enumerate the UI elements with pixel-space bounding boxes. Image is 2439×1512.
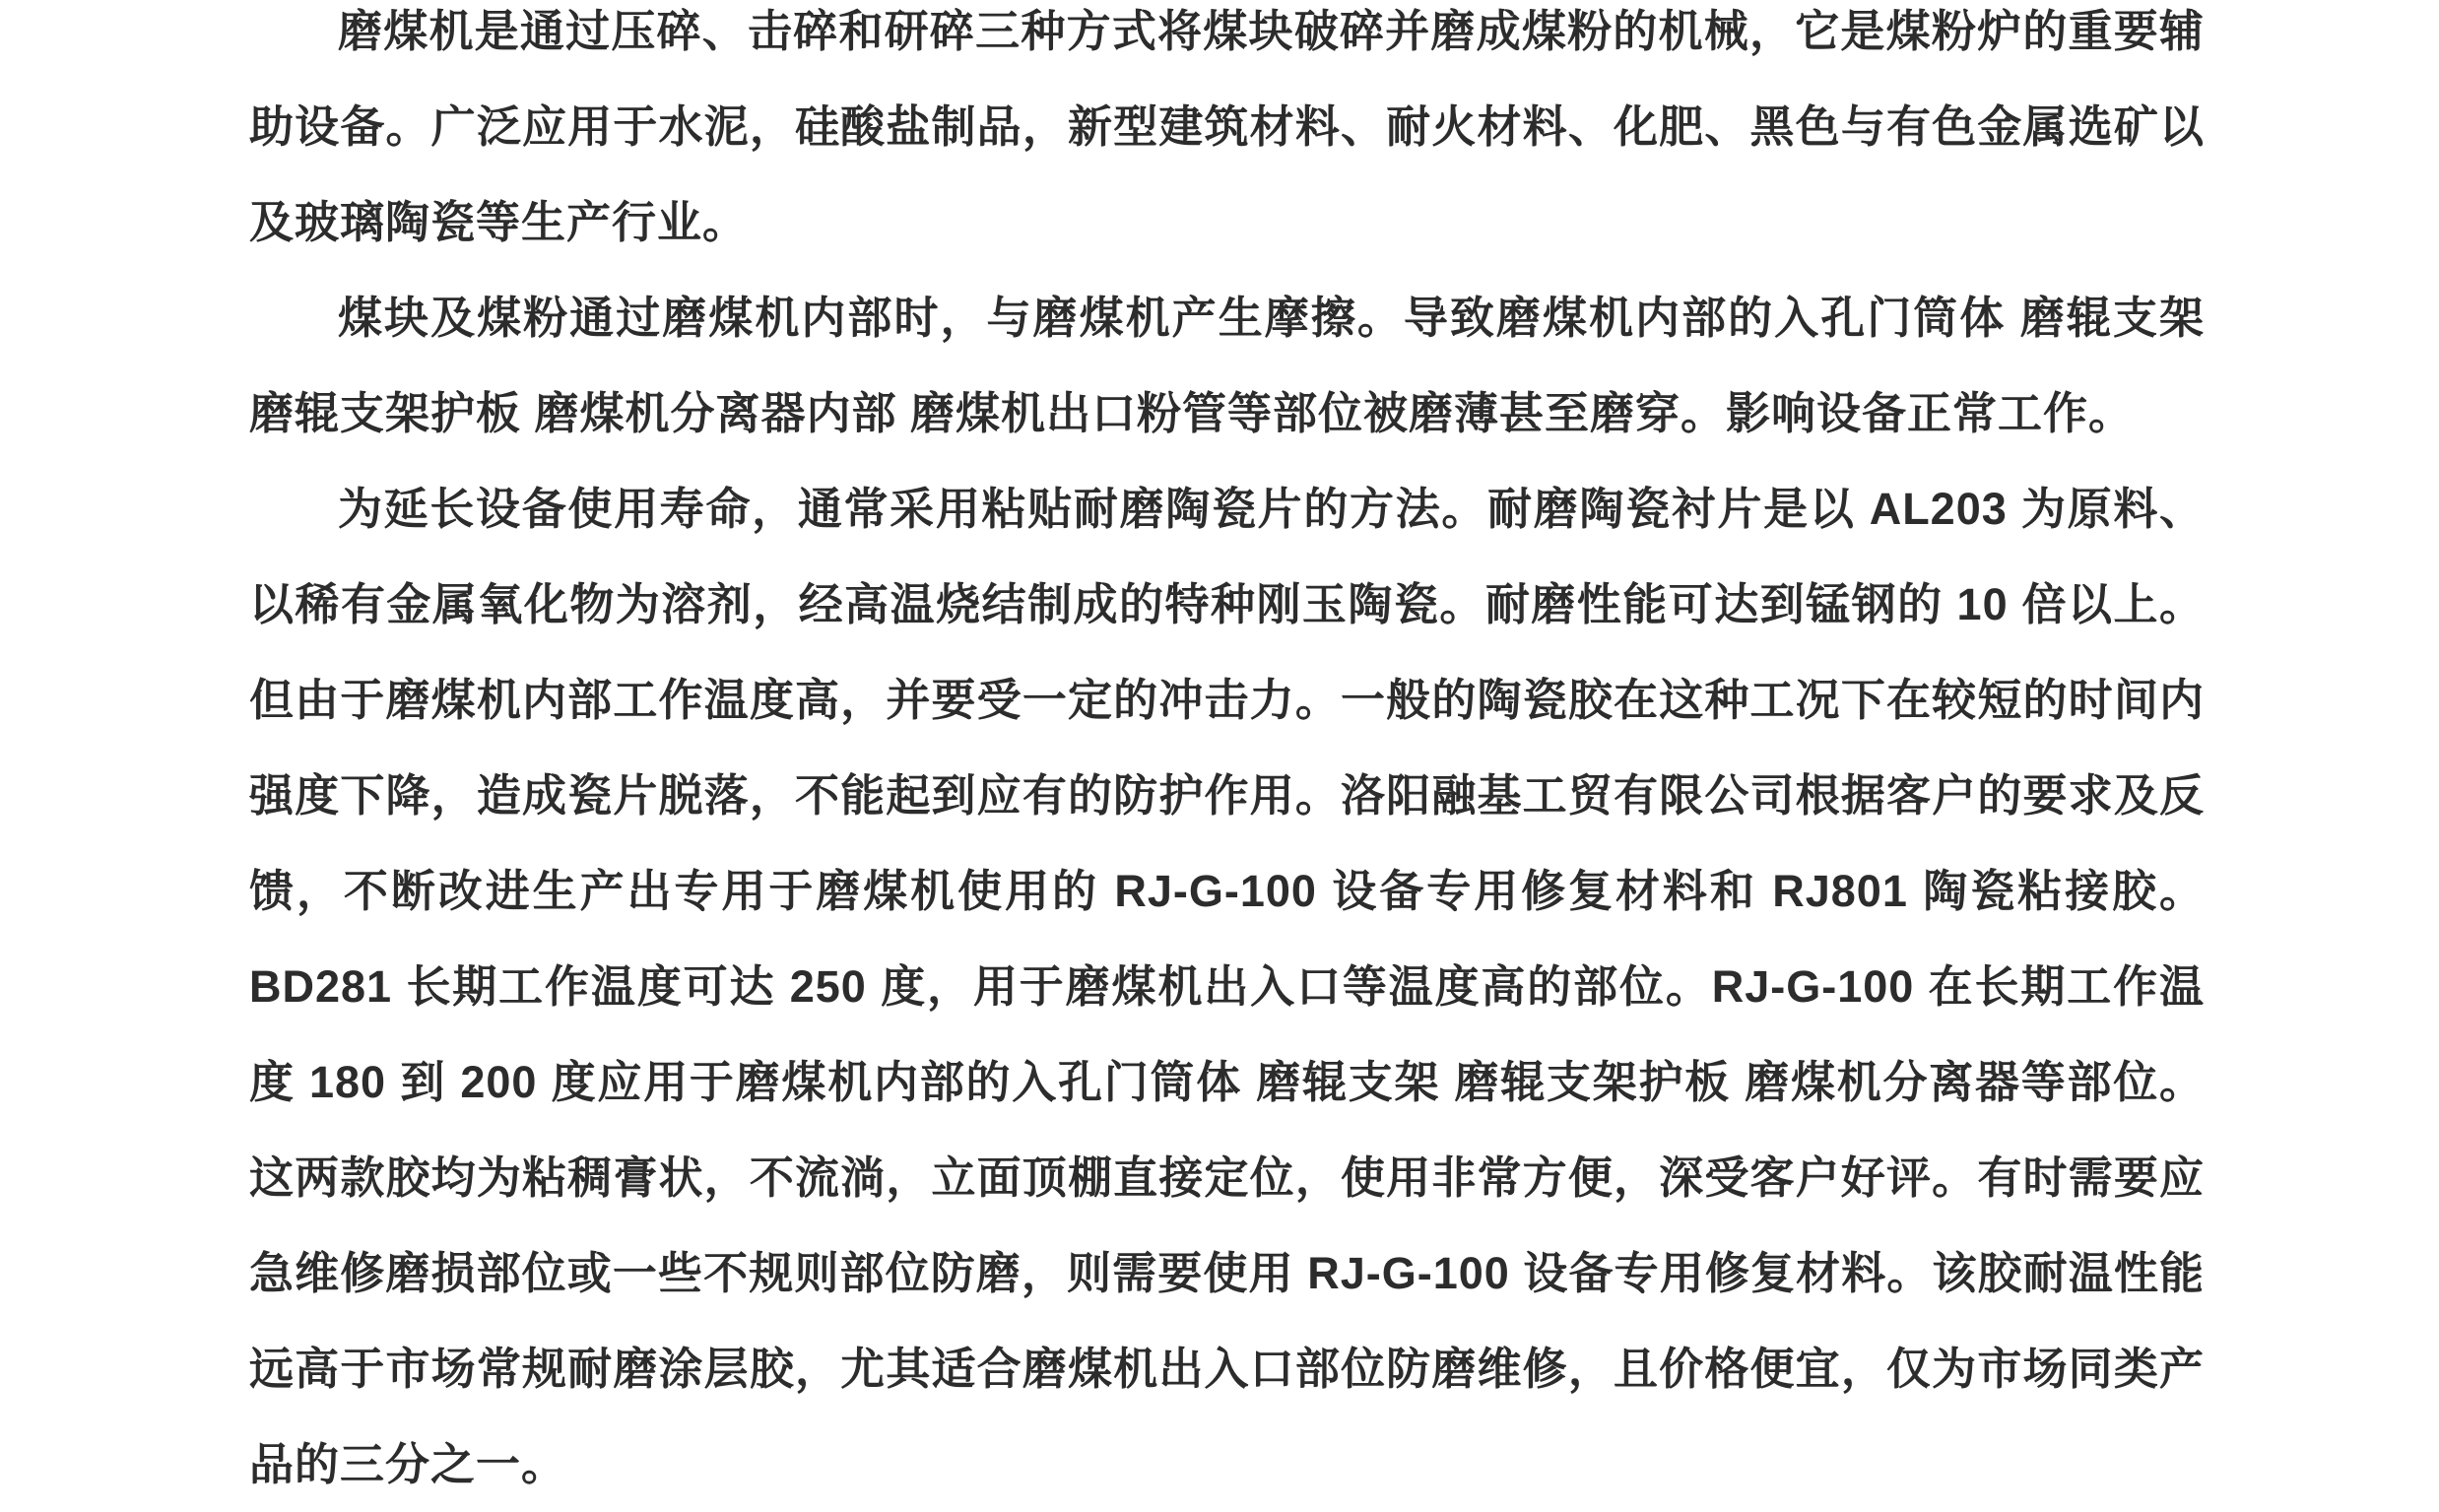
paragraph-intro: 磨煤机是通过压碎、击碎和研碎三种方式将煤块破碎并磨成煤粉的机械，它是煤粉炉的重要辅助设备。广泛应用于水泥，硅酸盐制品，新型建筑材料、耐火材料、化肥、黑色与有色金属选矿以及玻璃陶瓷等生产行业。 xyxy=(249,6,2205,247)
paragraph-wear-problem: 煤块及煤粉通过磨煤机内部时，与磨煤机产生摩擦。导致磨煤机内部的入孔门筒体 磨辊支架 磨辊支架护板 磨煤机分离器内部 磨煤机出口粉管等部位被磨薄甚至磨穿。影响设备正常工作。 xyxy=(249,293,2205,438)
paragraph-solution: 为延长设备使用寿命，通常采用粘贴耐磨陶瓷片的方法。耐磨陶瓷衬片是以 AL203 为原料、以稀有金属氧化物为溶剂，经高温烧结制成的特种刚玉陶瓷。耐磨性能可达到锰钢的 10 倍以上。但由于磨煤机内部工作温度高，并要受一定的冲击力。一般的陶瓷胶在这种工况下在较短的时间内强度下降，造成瓷片脱落，不能起到应有的防护作用。洛阳融基工贸有限公司根据客户的要求及反馈，不断改进生产出专用于磨煤机使用的 RJ-G-100 设备专用修复材料和 RJ801 陶瓷粘接胶。BD281 长期工作温度可达 250 度，用于磨煤机出入口等温度高的部位。RJ-G-100 在长期工作温度 180 到 200 度应用于磨煤机内部的入孔门筒体 磨辊支架 磨辊支架护板 磨煤机分离器等部位。这两款胶均为粘稠膏状，不流淌，立面顶棚直接定位，使用非常方便，深受客户好评。有时需要应急维修磨损部位或一些不规则部位防磨，则需要使用 RJ-G-100 设备专用修复材料。该胶耐温性能远高于市场常规耐磨涂层胶，尤其适合磨煤机出入口部位防磨维修，且价格便宜，仅为市场同类产品的三分之一。 xyxy=(249,484,2205,1489)
